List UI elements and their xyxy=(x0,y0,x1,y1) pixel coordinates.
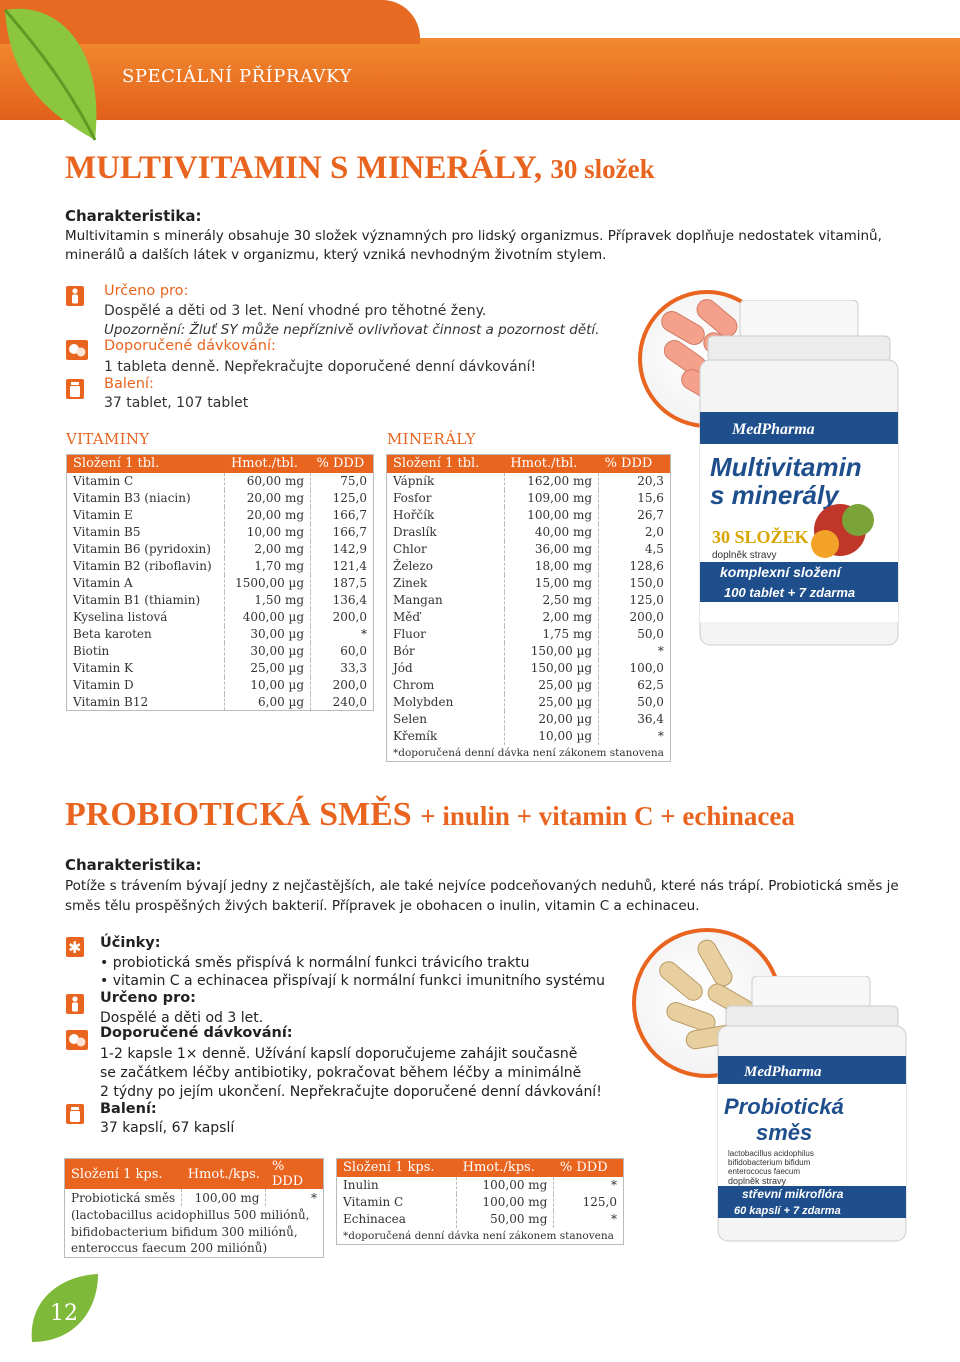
cell: Selen xyxy=(387,711,505,728)
cell: 36,00 mg xyxy=(504,541,598,558)
table-row xyxy=(67,524,374,541)
svg-text:bifidobacterium bifidum: bifidobacterium bifidum xyxy=(728,1158,811,1167)
cell: Vitamin B6 (pyridoxin) xyxy=(67,541,225,558)
cell: (lactobacillus acidophillus 500 miliónů, xyxy=(71,1207,310,1222)
cell: Vitamin D xyxy=(67,677,225,694)
cell: 162,00 mg xyxy=(504,473,598,490)
cell: 150,00 µg xyxy=(504,660,598,677)
cell: 400,00 µg xyxy=(225,609,311,626)
svg-text:12: 12 xyxy=(50,1301,78,1326)
table-header-row xyxy=(337,1159,624,1177)
cell: 4,5 xyxy=(644,542,664,556)
cell: 10,00 µg xyxy=(225,677,311,694)
minerals-title: MINERÁLY xyxy=(387,430,476,448)
col-header: Hmot./kps. xyxy=(457,1159,554,1177)
p1-pack-label: Balení: xyxy=(104,376,154,392)
p2-effect-1: • probiotická směs přispívá k normální funkci trávicího traktu xyxy=(100,955,530,971)
svg-text:střevní mikroflóra: střevní mikroflóra xyxy=(742,1187,844,1201)
cell: 2,00 mg xyxy=(504,609,598,626)
col-header: Hmot./kps. xyxy=(182,1159,266,1190)
cell: 100,0 xyxy=(629,661,664,675)
table-row xyxy=(67,473,374,490)
svg-text:směs: směs xyxy=(756,1120,813,1145)
cell: 150,00 µg xyxy=(504,643,598,660)
p1-char-text-1: Multivitamin s minerály obsahuje 30 složek významných pro lidský organizmus. Přípravek doplňuje nedostatek vitaminů, xyxy=(65,228,882,244)
ingredients-table xyxy=(336,1158,624,1245)
vitamins-table xyxy=(66,454,374,711)
cell: Chlor xyxy=(387,541,505,558)
footnote-row xyxy=(387,745,671,762)
svg-text:doplněk stravy: doplněk stravy xyxy=(728,1176,787,1186)
p1-for-label: Určeno pro: xyxy=(104,283,189,299)
col-header: Složení 1 kps. xyxy=(337,1159,457,1177)
p2-dose-1: 1-2 kapsle 1× denně. Užívání kapslí doporučujeme zahájit současně xyxy=(100,1046,578,1062)
p2-for-label: Určeno pro: xyxy=(100,990,196,1006)
cell: Fosfor xyxy=(387,490,505,507)
table-row xyxy=(67,490,374,507)
star-icon xyxy=(66,937,84,957)
cell: * xyxy=(657,729,664,743)
table-row xyxy=(387,473,671,490)
footnote: *doporučená denní dávka není zákonem stanovena xyxy=(343,1229,614,1242)
cell: 18,00 mg xyxy=(504,558,598,575)
svg-text:MedPharma: MedPharma xyxy=(732,421,815,438)
cell: Vitamin K xyxy=(67,660,225,677)
table-row xyxy=(65,1223,324,1240)
col-header: Složení 1 kps. xyxy=(65,1159,182,1190)
svg-text:komplexní složení: komplexní složení xyxy=(720,564,841,580)
cell: Jód xyxy=(387,660,505,677)
cell: 40,00 mg xyxy=(504,524,598,541)
table-row xyxy=(67,507,374,524)
cell: Biotin xyxy=(67,643,225,660)
table-row xyxy=(337,1211,624,1228)
cell: 200,0 xyxy=(332,678,367,692)
table-row xyxy=(67,694,374,711)
p1-for-text: Dospělé a děti od 3 let. Není vhodné pro těhotné ženy. xyxy=(104,303,487,319)
cell: 50,0 xyxy=(637,695,664,709)
cell: 142,9 xyxy=(332,542,367,556)
cell: 100,00 mg xyxy=(504,507,598,524)
table-row xyxy=(387,728,671,745)
table-row xyxy=(387,524,671,541)
cell: Fluor xyxy=(387,626,505,643)
table-row xyxy=(387,660,671,677)
svg-text:lactobacillus acidophilus: lactobacillus acidophilus xyxy=(728,1149,814,1158)
cell: Draslík xyxy=(387,524,505,541)
table-row xyxy=(67,660,374,677)
cell: * xyxy=(611,1212,617,1226)
cell: 20,00 mg xyxy=(225,490,311,507)
table-row xyxy=(65,1189,324,1206)
cell: 100,00 mg xyxy=(457,1194,554,1211)
table-row xyxy=(387,541,671,558)
footnote-row xyxy=(337,1228,624,1245)
cell: 125,0 xyxy=(629,593,664,607)
multivitamin-bottle xyxy=(690,300,908,650)
cell: 200,0 xyxy=(332,610,367,624)
svg-text:MedPharma: MedPharma xyxy=(744,1064,822,1080)
vitamins-title: VITAMINY xyxy=(66,430,150,448)
cell: Vitamin B5 xyxy=(67,524,225,541)
svg-text:60 kapslí + 7 zdarma: 60 kapslí + 7 zdarma xyxy=(734,1205,841,1217)
table-row xyxy=(67,677,374,694)
svg-text:enterococus faecum: enterococus faecum xyxy=(728,1167,801,1176)
cell: Echinacea xyxy=(337,1211,457,1228)
cell: 121,4 xyxy=(332,559,367,573)
cell: 25,00 µg xyxy=(504,677,598,694)
table-row xyxy=(67,541,374,558)
table-row xyxy=(387,626,671,643)
p2-char-text-2: směs tělu prospěšných živých bakterií. Přípravek je obohacen o inulin, vitamin C a echinaceu. xyxy=(65,898,700,914)
cell: Vápník xyxy=(387,473,505,490)
cell: 1,75 mg xyxy=(504,626,598,643)
cell: Vitamin C xyxy=(337,1194,457,1211)
pills-icon xyxy=(66,1030,88,1050)
table-row xyxy=(65,1240,324,1257)
svg-text:100 tablet + 7 zdarma: 100 tablet + 7 zdarma xyxy=(724,585,856,600)
package-icon xyxy=(66,379,84,399)
p2-effects-label: Účinky: xyxy=(100,935,161,951)
cell: 75,0 xyxy=(340,474,367,488)
table-header-row xyxy=(387,455,671,473)
svg-text:Probiotická: Probiotická xyxy=(724,1094,844,1119)
table-row xyxy=(65,1206,324,1223)
table-row xyxy=(387,694,671,711)
pills-icon xyxy=(66,340,88,360)
cell: 187,5 xyxy=(332,576,367,590)
cell: Kyselina listová xyxy=(67,609,225,626)
cell: 15,6 xyxy=(637,491,664,505)
cell: Hořčík xyxy=(387,507,505,524)
cell: Vitamin C xyxy=(67,473,225,490)
cell: 25,00 µg xyxy=(504,694,598,711)
minerals-table xyxy=(386,454,671,762)
svg-text:30 SLOŽEK: 30 SLOŽEK xyxy=(712,527,809,547)
cell: Železo xyxy=(387,558,505,575)
cell: 60,00 mg xyxy=(225,473,311,490)
cell: 166,7 xyxy=(332,508,367,522)
table-row xyxy=(67,643,374,660)
p2-effect-2: • vitamin C a echinacea přispívají k normální funkci imunitního systému xyxy=(100,973,606,989)
cell: 240,0 xyxy=(332,694,367,709)
cell: Probiotická směs xyxy=(65,1189,182,1206)
table-row xyxy=(337,1194,624,1211)
cell: 2,0 xyxy=(644,525,664,539)
cell: Vitamin B1 (thiamin) xyxy=(67,592,225,609)
cell: 2,50 mg xyxy=(504,592,598,609)
person-icon xyxy=(66,286,84,306)
cell: Vitamin B12 xyxy=(67,694,225,711)
p2-pack-label: Balení: xyxy=(100,1101,157,1117)
cell: * xyxy=(657,644,664,658)
package-icon xyxy=(66,1104,84,1124)
cell: 62,5 xyxy=(637,678,664,692)
p2-dose-label: Doporučené dávkování: xyxy=(100,1025,293,1041)
footnote: *doporučená denní dávka není zákonem stanovena xyxy=(393,746,664,759)
col-header: Hmot./tbl. xyxy=(225,455,311,473)
cell: 20,00 mg xyxy=(225,507,311,524)
cell: Beta karoten xyxy=(67,626,225,643)
cell: 100,00 mg xyxy=(457,1177,554,1194)
product2-title: PROBIOTICKÁ SMĚS + inulin + vitamin C + echinacea xyxy=(65,796,795,833)
cell: 100,00 mg xyxy=(182,1189,266,1206)
col-header: % DDD xyxy=(311,455,374,473)
table-header-row xyxy=(65,1159,324,1190)
table-row xyxy=(387,711,671,728)
svg-text:doplněk stravy: doplněk stravy xyxy=(712,550,777,561)
cell: 60,0 xyxy=(340,644,367,658)
cell: 33,3 xyxy=(340,661,367,675)
probiotic-table xyxy=(64,1158,324,1258)
cell: Mangan xyxy=(387,592,505,609)
table-row xyxy=(337,1177,624,1194)
table-header-row xyxy=(67,455,374,473)
cell: 30,00 µg xyxy=(225,626,311,643)
cell: 150,0 xyxy=(629,576,664,590)
svg-text:Multivitamin: Multivitamin xyxy=(710,452,862,482)
p1-pack-text: 37 tablet, 107 tablet xyxy=(104,395,249,411)
cell: 136,4 xyxy=(332,593,367,607)
cell: 125,0 xyxy=(582,1195,617,1209)
cell: 50,00 mg xyxy=(457,1211,554,1228)
leaf-icon xyxy=(0,0,110,150)
p1-char-text-2: minerálů a dalších látek v organizmu, který vzniká nevhodným životním stylem. xyxy=(65,247,607,263)
p2-pack-text: 37 kapslí, 67 kapslí xyxy=(100,1120,235,1136)
p1-char-label: Charakteristika: xyxy=(65,207,202,225)
p2-char-text-1: Potíže s trávením bývají jedny z nejčastějších, ale také nejvíce podceňovaných neduhů, které nás trápí. Probiotická směs je xyxy=(65,878,899,894)
cell: 10,00 mg xyxy=(225,524,311,541)
cell: Vitamin E xyxy=(67,507,225,524)
col-header: % DDD xyxy=(599,455,671,473)
p2-dose-2: se začátkem léčby antibiotiky, pokračovat během léčby a minimálně xyxy=(100,1065,582,1081)
product1-title: MULTIVITAMIN S MINERÁLY, 30 složek xyxy=(65,150,655,186)
cell: 50,0 xyxy=(637,627,664,641)
cell: 1500,00 µg xyxy=(225,575,311,592)
col-header: % DDD xyxy=(266,1159,324,1190)
cell: 2,00 mg xyxy=(225,541,311,558)
cell: 20,3 xyxy=(637,474,664,488)
cell: enteroccus faecum 200 miliónů) xyxy=(71,1241,268,1256)
cell: 36,4 xyxy=(637,712,664,726)
cell: Vitamin B3 (niacin) xyxy=(67,490,225,507)
col-header: Hmot./tbl. xyxy=(504,455,598,473)
table-row xyxy=(387,575,671,592)
col-header: Složení 1 tbl. xyxy=(387,455,505,473)
cell: 30,00 µg xyxy=(225,643,311,660)
page-number-leaf xyxy=(28,1272,100,1344)
col-header: % DDD xyxy=(554,1159,624,1177)
table-row xyxy=(387,490,671,507)
table-row xyxy=(387,558,671,575)
cell: 125,0 xyxy=(332,491,367,505)
table-row xyxy=(67,558,374,575)
cell: * xyxy=(361,627,367,641)
table-row xyxy=(387,507,671,524)
cell: Vitamin B2 (riboflavin) xyxy=(67,558,225,575)
header-title: SPECIÁLNÍ PŘÍPRAVKY xyxy=(122,66,352,87)
cell: * xyxy=(611,1178,617,1192)
probiotic-bottle xyxy=(712,976,912,1246)
cell: 1,50 mg xyxy=(225,592,311,609)
cell: bifidobacterium bifidum 300 miliónů, xyxy=(71,1224,298,1239)
table-row xyxy=(387,609,671,626)
cell: Inulin xyxy=(337,1177,457,1194)
cell: 1,70 mg xyxy=(225,558,311,575)
person-icon xyxy=(66,994,84,1014)
cell: 200,0 xyxy=(629,610,664,624)
cell: Chrom xyxy=(387,677,505,694)
svg-text:✱: ✱ xyxy=(68,938,82,957)
p2-dose-3: 2 týdny po jejím ukončení. Nepřekračujte doporučené denní dávkování! xyxy=(100,1084,602,1100)
p1-warning: Upozornění: Žluť SY může nepříznivě ovlivňovat činnost a pozornost dětí. xyxy=(104,322,600,338)
cell: 109,00 mg xyxy=(504,490,598,507)
cell: 15,00 mg xyxy=(504,575,598,592)
p2-for-text: Dospělé a děti od 3 let. xyxy=(100,1010,264,1026)
cell: 128,6 xyxy=(629,559,664,573)
col-header: Složení 1 tbl. xyxy=(67,455,225,473)
cell: 166,7 xyxy=(332,525,367,539)
cell: 6,00 µg xyxy=(225,694,311,711)
table-row xyxy=(387,592,671,609)
cell: Křemík xyxy=(387,728,505,745)
cell: Zinek xyxy=(387,575,505,592)
cell: Bór xyxy=(387,643,505,660)
cell: 26,7 xyxy=(637,508,664,522)
table-row xyxy=(387,677,671,694)
cell: 20,00 µg xyxy=(504,711,598,728)
p1-dose-text: 1 tableta denně. Nepřekračujte doporučené denní dávkování! xyxy=(104,359,537,375)
table-row xyxy=(67,575,374,592)
cell: Vitamin A xyxy=(67,575,225,592)
cell: Měď xyxy=(387,609,505,626)
table-row xyxy=(67,609,374,626)
table-row xyxy=(387,643,671,660)
p2-char-label: Charakteristika: xyxy=(65,856,202,874)
cell: 10,00 µg xyxy=(504,728,598,745)
cell: 25,00 µg xyxy=(225,660,311,677)
cell: Molybden xyxy=(387,694,505,711)
p1-dose-label: Doporučené dávkování: xyxy=(104,338,276,354)
svg-text:s minerály: s minerály xyxy=(710,480,839,510)
cell: * xyxy=(311,1190,317,1205)
table-row xyxy=(67,626,374,643)
table-row xyxy=(67,592,374,609)
